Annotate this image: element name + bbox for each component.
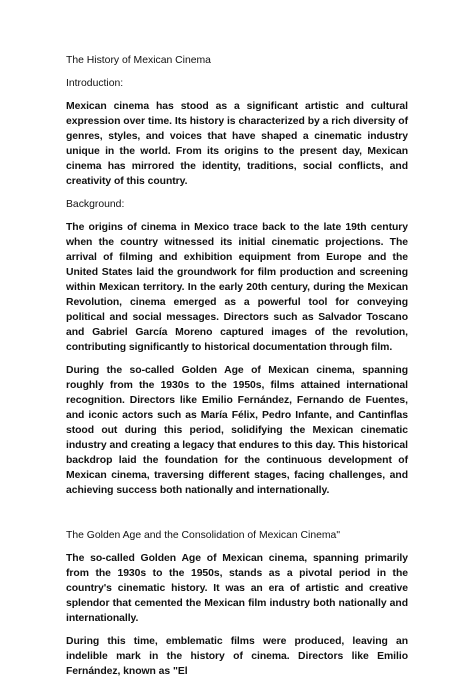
document-body (66, 53, 408, 687)
document-title: The History of Mexican Cinema (66, 55, 211, 66)
golden-age-heading: The Golden Age and the Consolidation of Mexican Cinema" (66, 530, 341, 541)
background-heading: Background: (66, 199, 125, 210)
introduction-heading: Introduction: (66, 78, 124, 89)
golden-age-paragraph-2: During this time, emblematic films were produced, leaving an indelible mark in the history of cinema. Directors like Emilio Fernández, known as "El (66, 636, 408, 677)
section-spacer (66, 506, 408, 528)
introduction-paragraph: Mexican cinema has stood as a significant artistic and cultural expression over time. Its history is characterized by a rich diversity of genres, styles, and voices that have shaped a cinematic industry unique in the world. From its origins to the present day, Mexican cinema has mirrored the identity, traditions, social conflicts, and creativity of this country. (66, 101, 408, 187)
background-paragraph-2: During the so-called Golden Age of Mexican cinema, spanning roughly from the 1930s to the 1950s, films attained international recognition. Directors like Emilio Fernández, Fernando de Fuentes, and iconic actors such as María Félix, Pedro Infante, and Cantinflas stood out during this period, solidifying the Mexican cinematic industry and creating a legacy that endures to this day. This historical backdrop laid the foundation for the continuous development of Mexican cinema, traversing different stages, facing challenges, and achieving success both nationally and internationally. (66, 365, 408, 496)
background-paragraph-1: The origins of cinema in Mexico trace back to the late 19th century when the country witnessed its initial cinematic projections. The arrival of filming and exhibition equipment from Europe and the United States laid the groundwork for film production and screening within Mexican territory. In the early 20th century, during the Mexican Revolution, cinema emerged as a powerful tool for conveying political and social messages. Directors such as Salvador Toscano and Gabriel García Moreno captured images of the revolution, contributing significantly to historical documentation through film. (66, 222, 408, 353)
golden-age-paragraph-1: The so-called Golden Age of Mexican cinema, spanning primarily from the 1930s to the 1950s, stands as a pivotal period in the country's cinematic history. It was an era of artistic and creative splendor that cemented the Mexican film industry both nationally and internationally. (66, 553, 408, 624)
